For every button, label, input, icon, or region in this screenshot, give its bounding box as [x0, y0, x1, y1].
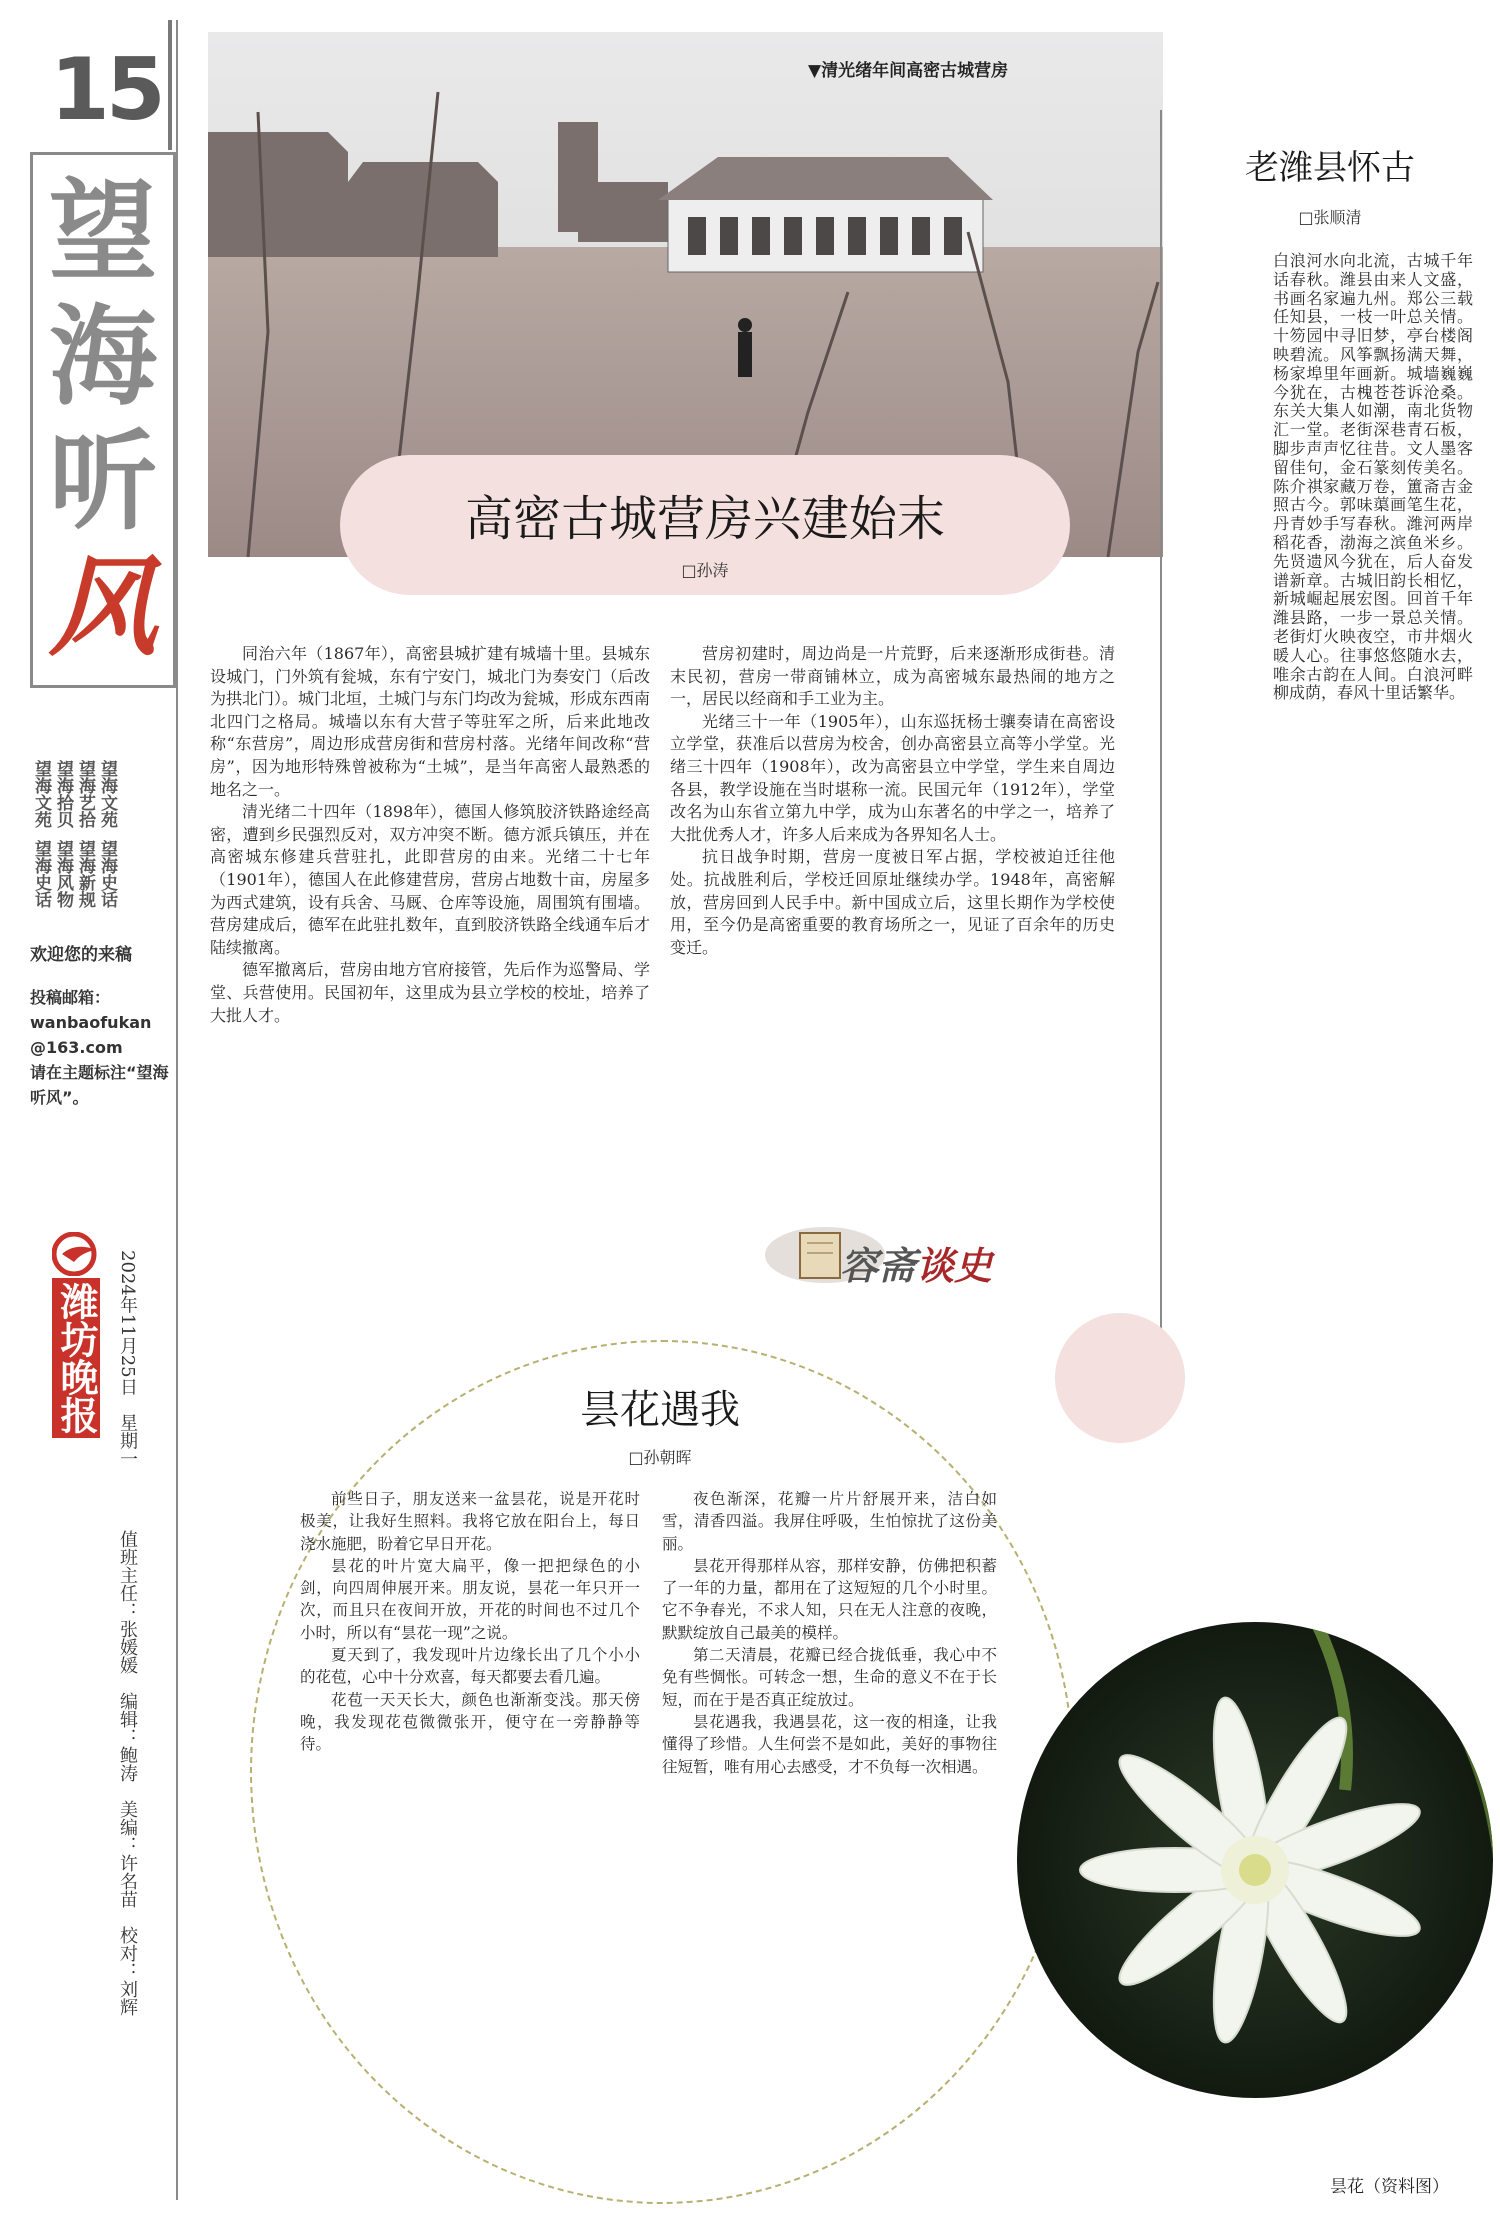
article-paragraph: 清光绪二十四年（1898年），德国人修筑胶济铁路途经高密，遭到乡民强烈反对，双方冲突不断。德方派兵镇压，并在高密城东修建兵营驻扎，此即营房的由来。光绪二十七年（1901年），德国人在此修建营房，营房占地数十亩，房屋多为西式建筑，设有兵舍、马厩、仓库等设施，周围筑有围墙。营房建成后，德军在此驻扎数年，直到胶济铁路全线通车后才陆续撤离。	[210, 802, 650, 957]
column-link: 望海新规	[75, 839, 95, 908]
page-number: 15	[50, 40, 162, 140]
paper-logo-icon	[52, 1232, 106, 1276]
photo-caption: ▼清光绪年间高密古城营房	[808, 61, 1009, 81]
section-title-char-1: 望	[48, 170, 157, 295]
article-column-1	[210, 643, 650, 1293]
essay-paragraph: 前些日子，朋友送来一盆昙花，说是开花时极美，让我好生照料。我将它放在阳台上，每日浇水施肥，盼着它早日开花。	[300, 1490, 640, 1553]
column-name-part-1: 容斋	[840, 1243, 917, 1288]
paper-name: 潍坊晚报	[52, 1278, 100, 1438]
essay-byline: □孙朝晖	[628, 1448, 692, 1467]
column-link: 望海文苑	[31, 760, 51, 828]
essay-column-1	[300, 1488, 640, 2088]
epiphyllum-flower-photo	[1015, 1620, 1495, 2100]
submission-email-domain[interactable]: @163.com	[30, 1038, 123, 1057]
essay-column-2	[662, 1488, 997, 2088]
column-link: 望海艺拾	[75, 760, 95, 828]
section-title-char-2: 海	[48, 295, 157, 420]
article-paragraph: 德军撤离后，营房由地方官府接管，先后作为巡警局、学堂、兵营使用。民国初年，这里成为县立学校的校址，培养了大批人才。	[210, 960, 650, 1025]
submission-label: 投稿邮箱：	[30, 988, 111, 1007]
column-name-part-2: 谈史	[916, 1243, 993, 1288]
masthead-rule	[168, 20, 172, 150]
column-links	[30, 760, 118, 930]
flower-caption: 昙花（资料图）	[1330, 2177, 1449, 2197]
editor-credits: 值班主任：张媛媛 编辑：鲍涛 美编：许名苗 校对：刘辉	[117, 1530, 138, 2016]
essay-paragraph: 昙花的叶片宽大扁平，像一把把绿色的小剑，向四周伸展开来。朋友说，昙花一年只开一次，而且只在夜间开放，开花的时间也不过几个小时，所以有“昙花一现”之说。	[300, 1556, 640, 1642]
article-title: 高密古城营房兴建始末	[464, 491, 945, 547]
column-link: 望海史话	[31, 839, 51, 908]
column-name	[840, 1235, 992, 1290]
essay-paragraph: 昙花遇我，我遇昙花，这一夜的相逢，让我懂得了珍惜。人生何尝不是如此，美好的事物往往短暂，唯有用心去感受，才不负每一次相遇。	[662, 1712, 997, 1776]
date-text: 2024年11月25日	[117, 1250, 138, 1396]
essay-paragraph: 夏天到了，我发现叶片边缘长出了几个小小的花苞，心中十分欢喜，每天都要去看几遍。	[300, 1646, 640, 1687]
column-link: 望海拾贝	[53, 760, 73, 828]
essay-paragraph: 第二天清晨，花瓣已经合拢低垂，我心中不免有些惆怅。可转念一想，生命的意义不在于长短，而在于是否真正绽放过。	[662, 1646, 997, 1709]
publication-date	[116, 1250, 138, 1468]
essay-paragraph: 昙花开得那样从容，那样安静，仿佛把积蓄了一年的力量，都用在了这短短的几个小时里。它不争春光，不求人知，只在无人注意的夜晚，默默绽放自己最美的模样。	[662, 1556, 997, 1642]
article-paragraph: 同治六年（1867年），高密县城扩建有城墙十里。县城东设城门，门外筑有瓮城，东有宁安门，城北门为奏安门（后改为拱北门）。城门北垣，土城门与东门均改为瓮城，形成东西南北四门之格局。城墙以东有大营子等驻军之所，后来此地改称“东营房”，周边形成营房街和营房村落。光绪年间改称“营房”，因为地形特殊曾被称为“土城”，是当年高密人最熟悉的地名之一。	[210, 644, 650, 799]
column-link: 望海史话	[97, 839, 117, 908]
submission-email-user[interactable]: wanbaofukan	[30, 1013, 152, 1032]
article-paragraph: 抗日战争时期，营房一度被日军占据，学校被迫迁往他处。抗战胜利后，学校迁回原址继续办学。1948年，高密解放，营房回到人民手中。新中国成立后，这里长期作为学校使用，至今仍是高密重要的教育场所之一，见证了百余年的历史变迁。	[670, 847, 1115, 957]
poem-byline: □张顺清	[1298, 208, 1362, 227]
welcome-text: 欢迎您的来稿	[30, 945, 132, 965]
article-byline: □孙涛	[681, 561, 729, 580]
section-title-box	[30, 152, 176, 688]
column-divider-left	[176, 20, 178, 2200]
section-title-char-3: 听	[48, 420, 157, 545]
essay-paragraph: 夜色渐深，花瓣一片片舒展开来，洁白如雪，清香四溢。我屏住呼吸，生怕惊扰了这份美丽。	[662, 1490, 997, 1553]
article-column-2	[670, 643, 1115, 1203]
weekday-text: 星期一	[117, 1413, 138, 1468]
submission-info	[30, 985, 170, 1110]
essay-title: 昙花遇我	[580, 1387, 740, 1433]
column-link: 望海文苑	[97, 760, 117, 828]
essay-paragraph: 花苞一天天长大，颜色也渐渐变浅。那天傍晚，我发现花苞微微张开，便守在一旁静静等待。	[300, 1690, 640, 1754]
section-title-char-4: 风	[48, 545, 157, 671]
decorative-disc	[1055, 1313, 1185, 1443]
column-divider-right	[1160, 110, 1162, 1340]
article-paragraph: 营房初建时，周边尚是一片荒野，后来逐渐形成街巷。清末民初，营房一带商铺林立，成为高密城东最热闹的地方之一，居民以经商和手工业为主。	[670, 644, 1115, 709]
column-link: 望海风物	[53, 839, 73, 908]
poem-title: 老潍县怀古	[1245, 148, 1415, 188]
submission-note: 请在主题标注“望海听风”。	[30, 1063, 169, 1107]
article-paragraph: 光绪三十一年（1905年），山东巡抚杨士骧奏请在高密设立学堂，获准后以营房为校舍，创办高密县立高等小学堂。光绪三十四年（1908年），改为高密县立中学堂，学生来自周边各县，教学设施在当时堪称一流。民国元年（1912年），学堂改名为山东省立第九中学，成为山东著名的中学之一，培养了大批优秀人才，许多人后来成为各界知名人士。	[670, 711, 1115, 844]
poem-body: 白浪河水向北流，古城千年话春秋。潍县由来人文盛，书画名家遍九州。郑公三载任知县，一枝一叶总关情。十笏园中寻旧梦，亭台楼阁映碧流。风筝飘扬满天舞，杨家埠里年画新。城墙巍巍今犹在，古槐苍苍诉沧桑。东关大集人如潮，南北货物汇一堂。老街深巷青石板，脚步声声忆往昔。文人墨客留佳句，金石篆刻传美名。陈介祺家藏万卷，簠斋吉金照古今。郭味蕖画笔生花，丹青妙手写春秋。潍河两岸稻花香，渤海之滨鱼米乡。先贤遗风今犹在，后人奋发谱新章。古城旧韵长相忆，新城崛起展宏图。回首千年潍县路，一步一景总关情。老街灯火映夜空，市井烟火暖人心。往事悠悠随水去，唯余古韵在人间。白浪河畔柳成荫，春风十里话繁华。	[1273, 252, 1473, 703]
